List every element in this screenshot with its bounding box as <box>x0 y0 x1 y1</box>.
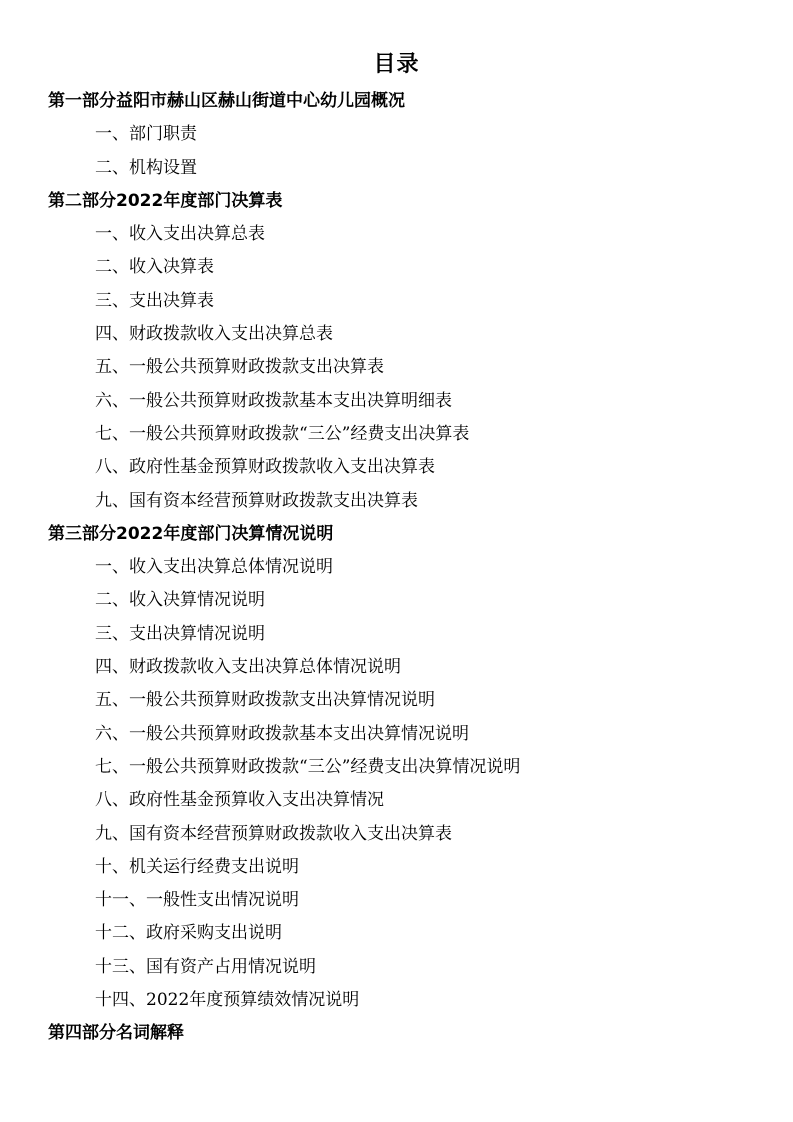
toc-entry[interactable]: 七、一般公共预算财政拨款“三公”经费支出决算情况说明 <box>95 756 521 777</box>
toc-entry[interactable]: 十二、政府采购支出说明 <box>95 923 282 944</box>
toc-entry[interactable]: 四、财政拨款收入支出决算总表 <box>95 324 333 345</box>
toc-entry[interactable]: 八、政府性基金预算收入支出决算情况 <box>95 790 384 811</box>
toc-title: 目录 <box>373 52 420 77</box>
toc-part-heading[interactable]: 第三部分2022年度部门决算情况说明 <box>48 523 334 544</box>
toc-entry[interactable]: 十一、一般性支出情况说明 <box>95 890 299 911</box>
toc-entry[interactable]: 十、机关运行经费支出说明 <box>95 856 299 877</box>
toc-entry[interactable]: 五、一般公共预算财政拨款支出决算情况说明 <box>95 690 435 711</box>
toc-entry[interactable]: 一、收入支出决算总体情况说明 <box>95 557 333 578</box>
toc-entry[interactable]: 一、部门职责 <box>95 124 197 145</box>
toc-part-heading[interactable]: 第二部分2022年度部门决算表 <box>48 190 283 211</box>
toc-entry[interactable]: 三、支出决算情况说明 <box>95 623 265 644</box>
toc-entry[interactable]: 二、机构设置 <box>95 157 197 178</box>
toc-part-heading[interactable]: 第四部分名词解释 <box>48 1023 184 1044</box>
toc-entry[interactable]: 二、收入决算表 <box>95 257 214 278</box>
toc-entry[interactable]: 九、国有资本经营预算财政拨款支出决算表 <box>95 490 418 511</box>
toc-entry[interactable]: 六、一般公共预算财政拨款基本支出决算明细表 <box>95 390 452 411</box>
toc-part-heading[interactable]: 第一部分益阳市赫山区赫山街道中心幼儿园概况 <box>48 91 405 111</box>
toc-entry[interactable]: 二、收入决算情况说明 <box>95 590 265 611</box>
toc-entry[interactable]: 三、支出决算表 <box>95 290 214 311</box>
toc-entry[interactable]: 十四、2022年度预算绩效情况说明 <box>95 990 360 1011</box>
toc-entry[interactable]: 九、国有资本经营预算财政拨款收入支出决算表 <box>95 823 452 844</box>
toc-entry[interactable]: 十三、国有资产占用情况说明 <box>95 956 316 977</box>
toc-entry[interactable]: 八、政府性基金预算财政拨款收入支出决算表 <box>95 457 435 478</box>
toc-entry[interactable]: 一、收入支出决算总表 <box>95 224 265 245</box>
toc-entry[interactable]: 五、一般公共预算财政拨款支出决算表 <box>95 357 384 378</box>
toc-entry[interactable]: 七、一般公共预算财政拨款“三公”经费支出决算表 <box>95 423 470 444</box>
toc-entry[interactable]: 四、财政拨款收入支出决算总体情况说明 <box>95 657 401 678</box>
toc-entry[interactable]: 六、一般公共预算财政拨款基本支出决算情况说明 <box>95 723 469 744</box>
toc-list <box>0 85 793 1051</box>
